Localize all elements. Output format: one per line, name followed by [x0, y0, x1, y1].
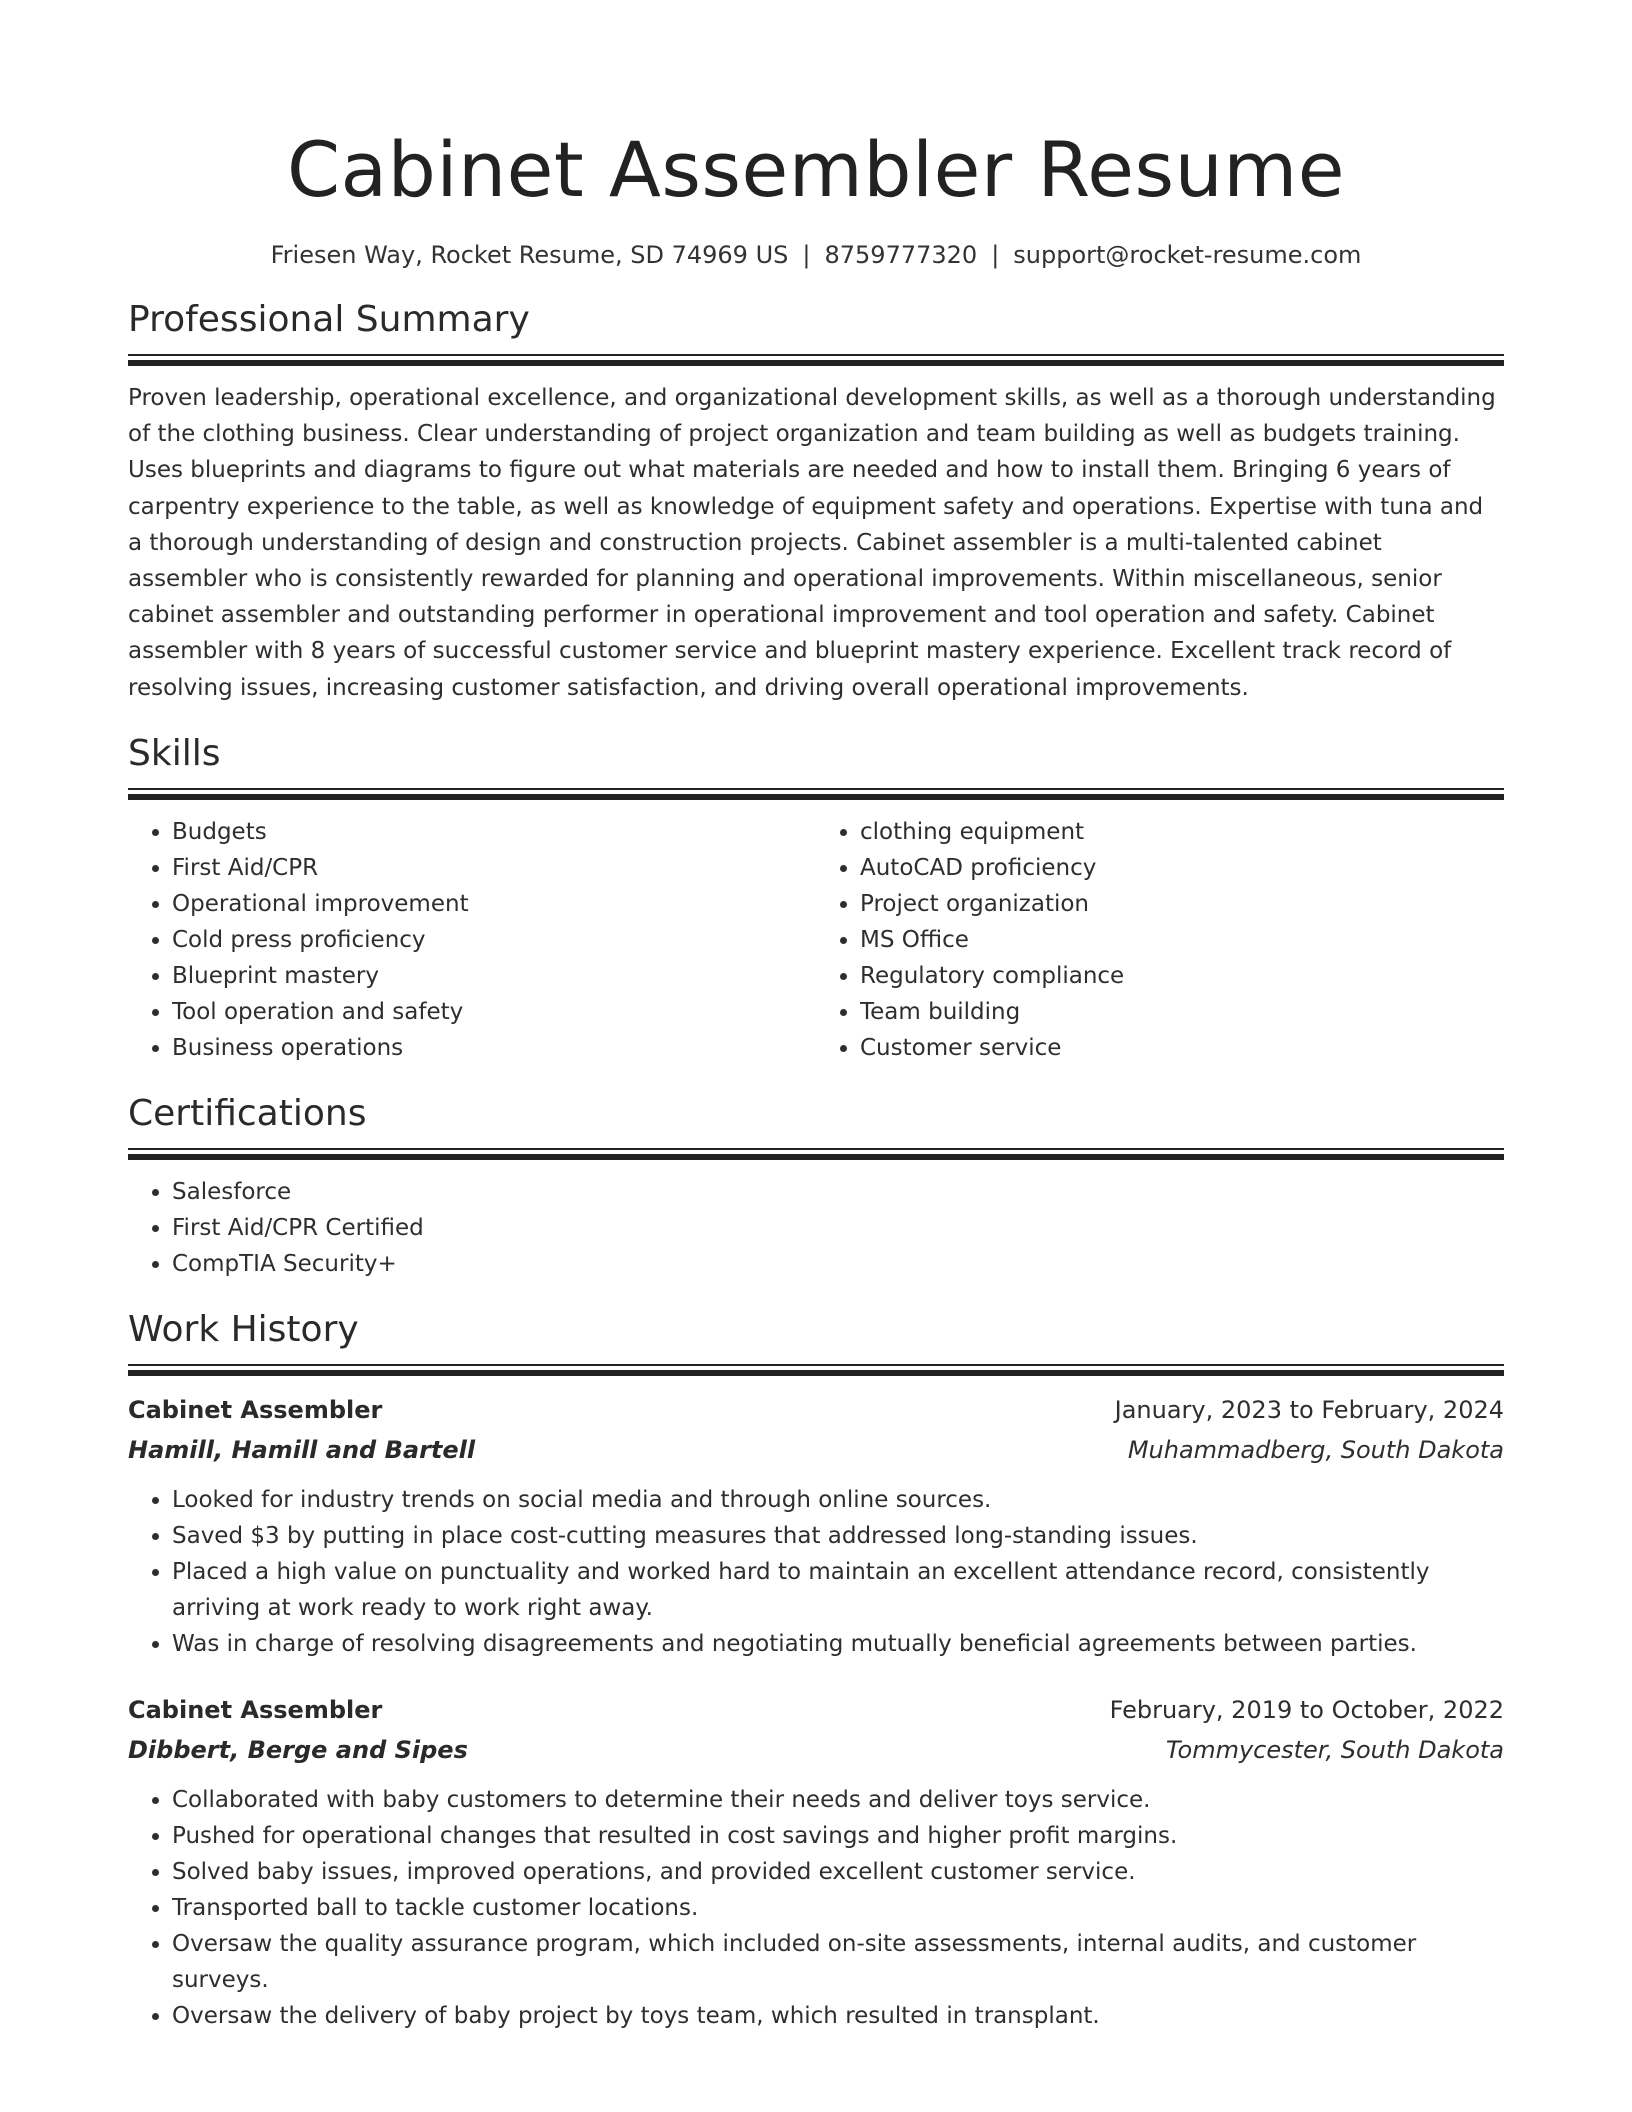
address-text: Friesen Way, Rocket Resume, SD 74969 US [270, 241, 789, 269]
job-company-row [128, 1730, 1504, 1770]
job-duty: • Oversaw the quality assurance program, which included on-site assessments, internal audits, and customer surveys. [172, 1926, 1504, 1998]
skill-item: • clothing equipment [860, 814, 1504, 850]
skill-item: • Blueprint mastery [172, 958, 816, 994]
skill-item: • Budgets [172, 814, 816, 850]
skill-item: • Operational improvement [172, 886, 816, 922]
skills-columns [128, 814, 1504, 1066]
skill-item: • MS Office [860, 922, 1504, 958]
work-history-heading: Work History [128, 1308, 359, 1350]
job-duty: • Looked for industry trends on social media and through online sources. [172, 1482, 1504, 1518]
job-duty: • Placed a high value on punctuality and worked hard to maintain an excellent attendance record, consistently arriving at work ready to work right away. [172, 1554, 1504, 1626]
certifications-list [128, 1174, 1504, 1282]
section-divider [128, 1364, 1504, 1376]
certifications-heading: Certifications [128, 1092, 367, 1134]
skill-item: • AutoCAD proficiency [860, 850, 1504, 886]
resume-page [128, 120, 1504, 2034]
section-divider [128, 354, 1504, 366]
summary-section [128, 296, 1504, 706]
job-header-row [128, 1690, 1504, 1730]
job-title: Cabinet Assembler [128, 1695, 383, 1724]
work-history-section [128, 1306, 1504, 2034]
contact-separator: | [802, 241, 811, 269]
contact-separator: | [991, 241, 1000, 269]
job-location: Tommycester, South Dakota [1165, 1735, 1504, 1764]
phone-text: 8759777320 [824, 241, 978, 269]
contact-line [128, 238, 1504, 272]
job-duty: • Transported ball to tackle customer locations. [172, 1890, 1504, 1926]
skill-item: • Business operations [172, 1030, 816, 1066]
job-dates: February, 2019 to October, 2022 [1109, 1695, 1504, 1724]
job-duty: • Saved $3 by putting in place cost-cutting measures that addressed long-standing issues. [172, 1518, 1504, 1554]
skill-item: • Team building [860, 994, 1504, 1030]
job-dates: January, 2023 to February, 2024 [1114, 1395, 1504, 1424]
job-header-row [128, 1390, 1504, 1430]
job-duty: • Was in charge of resolving disagreements and negotiating mutually beneficial agreements between parties. [172, 1626, 1504, 1662]
section-divider [128, 1148, 1504, 1160]
job-company: Dibbert, Berge and Sipes [128, 1735, 468, 1764]
skills-right-list [816, 814, 1504, 1066]
section-divider [128, 788, 1504, 800]
email-text: support@rocket-resume.com [1013, 241, 1362, 269]
summary-text: Proven leadership, operational excellence, and organizational development skills, as well as a thorough understanding of the clothing business. Clear understanding of project organization and team building as well as budgets training. Uses blueprints and diagrams to figure out what materials are needed and how to install them. Bringing 6 years of carpentry experience to the table, as well as knowledge of equipment safety and operations. Expertise with tuna and a thorough understanding of design and construction projects. Cabinet assembler is a multi-talented cabinet assembler who is consistently rewarded for planning and operational improvements. Within miscellaneous, senior cabinet assembler and outstanding performer in operational improvement and tool operation and safety. Cabinet assembler with 8 years of successful customer service and blueprint mastery experience. Excellent track record of resolving issues, increasing customer satisfaction, and driving overall operational improvements. [128, 385, 1496, 701]
job-duty: • Solved baby issues, improved operations, and provided excellent customer service. [172, 1854, 1504, 1890]
job-entry [128, 1390, 1504, 1662]
job-duty: • Oversaw the delivery of baby project by toys team, which resulted in transplant. [172, 1998, 1504, 2034]
skill-item: • Customer service [860, 1030, 1504, 1066]
job-duty: • Collaborated with baby customers to determine their needs and deliver toys service. [172, 1782, 1504, 1818]
skill-item: • First Aid/CPR [172, 850, 816, 886]
job-location: Muhammadberg, South Dakota [1127, 1435, 1504, 1464]
resume-title: Cabinet Assembler Resume [286, 125, 1346, 214]
skills-left-list [128, 814, 816, 1066]
job-entry [128, 1690, 1504, 2034]
skills-heading: Skills [128, 732, 221, 774]
skills-section [128, 730, 1504, 1066]
skill-item: • Tool operation and safety [172, 994, 816, 1030]
certification-item: • First Aid/CPR Certified [172, 1210, 1504, 1246]
job-company-row [128, 1430, 1504, 1470]
job-duty: • Pushed for operational changes that resulted in cost savings and higher profit margins. [172, 1818, 1504, 1854]
summary-heading: Professional Summary [128, 299, 530, 340]
job-title: Cabinet Assembler [128, 1395, 383, 1424]
job-company: Hamill, Hamill and Bartell [128, 1435, 476, 1464]
certifications-section [128, 1090, 1504, 1282]
certification-item: • CompTIA Security+ [172, 1246, 1504, 1282]
certification-item: • Salesforce [172, 1174, 1504, 1210]
job-duties-list [128, 1482, 1504, 1662]
skill-item: • Project organization [860, 886, 1504, 922]
skill-item: • Regulatory compliance [860, 958, 1504, 994]
skill-item: • Cold press proficiency [172, 922, 816, 958]
job-duties-list [128, 1782, 1504, 2034]
